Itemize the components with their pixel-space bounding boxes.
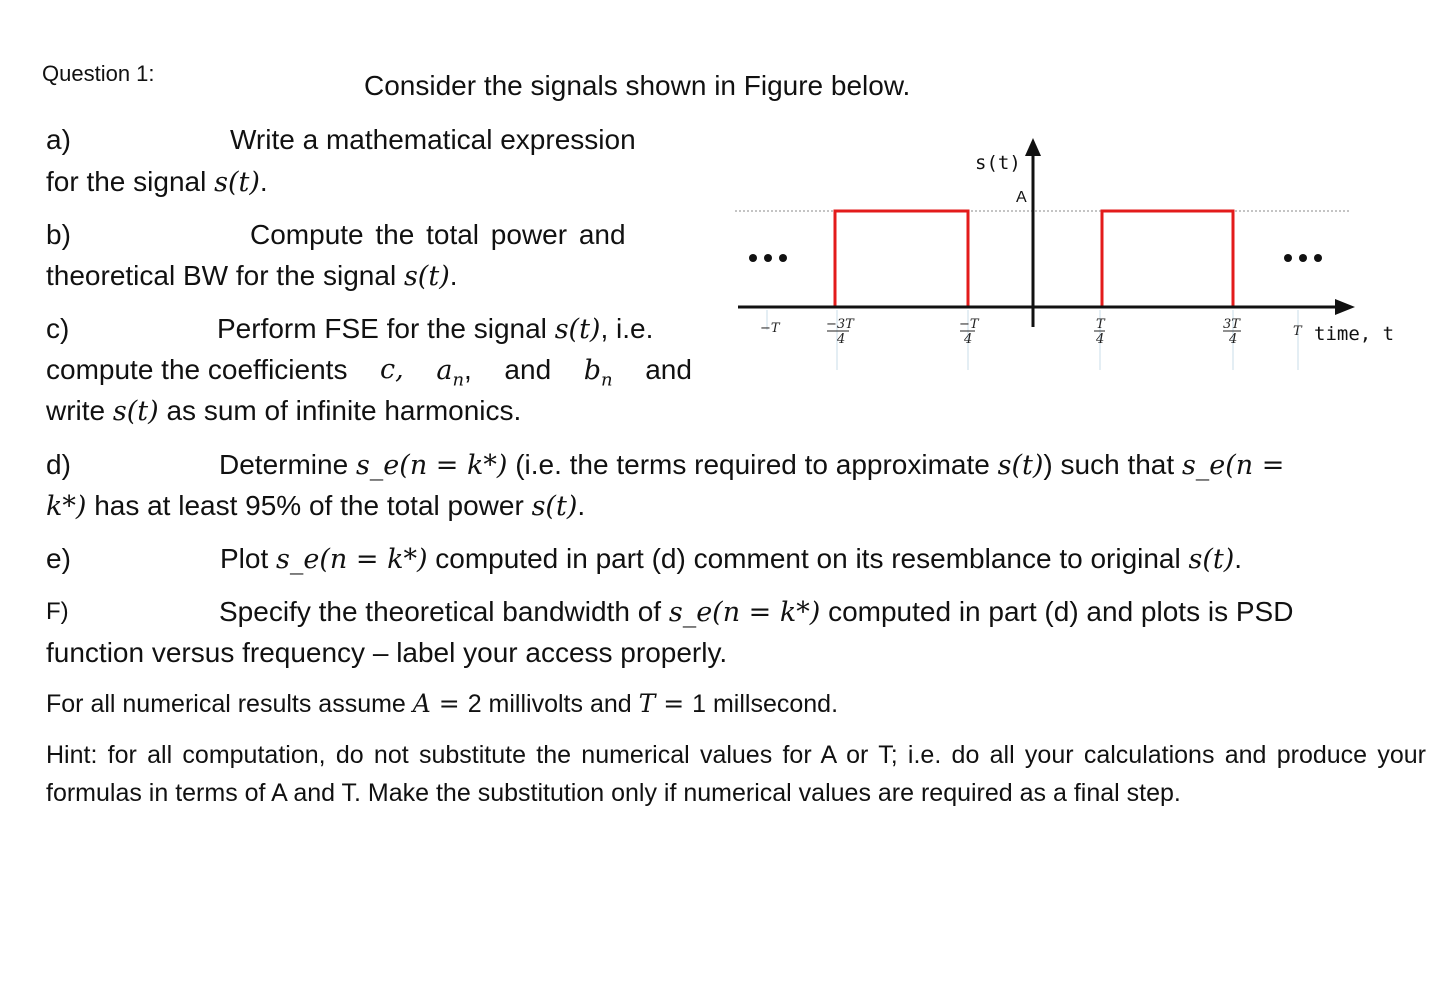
T-symbol: T = xyxy=(638,689,693,718)
part-a-letter: a) xyxy=(46,124,71,155)
signal-symbol: s(t) xyxy=(531,491,578,522)
part-f-letter: F) xyxy=(46,598,69,625)
part-d-letter: d) xyxy=(46,449,71,480)
signal-waveform xyxy=(835,211,1300,307)
svg-text:4: 4 xyxy=(964,332,973,347)
and-word-2: and xyxy=(645,354,692,385)
svg-text:−3T: −3T xyxy=(826,317,854,332)
part-c-line2a: compute the coefficients xyxy=(46,354,348,385)
svg-text:4: 4 xyxy=(837,332,846,347)
part-d-line1 xyxy=(219,445,1284,486)
signal-symbol: s(t) xyxy=(112,396,159,427)
ellipsis-left xyxy=(749,254,787,262)
part-d-text1c: ) such that xyxy=(1043,449,1175,480)
part-c-letter: c) xyxy=(46,313,70,344)
part-c-text1b: , i.e. xyxy=(600,313,654,344)
part-b-letter: b) xyxy=(46,219,71,250)
part-a-text1: Write a mathematical expression xyxy=(230,124,636,155)
assumption-line: For all numerical results assume A = 2 millivolts and T = 1 millsecond. xyxy=(46,689,839,718)
svg-text:3T: 3T xyxy=(1223,317,1240,332)
time-axis-arrowhead xyxy=(1335,299,1355,315)
part-e-text2: computed in part (d) comment on its resemblance to original xyxy=(435,543,1181,574)
x-axis-label: time, t xyxy=(1314,323,1395,345)
tick-minus-T-over-4 xyxy=(959,317,980,347)
se-symbol-2: s_e(n = xyxy=(1181,450,1285,481)
part-c-line3b: as sum of infinite harmonics. xyxy=(166,395,522,426)
se-symbol: s_e(n = k*) xyxy=(668,597,821,628)
tick-minus-3T-over-4 xyxy=(826,317,855,347)
se-symbol: s_e(n = k*) xyxy=(355,450,508,481)
k-star: k*) xyxy=(46,491,87,522)
amplitude-label: A xyxy=(1016,189,1027,206)
svg-text:4: 4 xyxy=(1096,332,1105,347)
part-f-text2: computed in part (d) and plots is PSD xyxy=(828,596,1294,627)
coef-bn: $b_n$ xyxy=(583,355,613,391)
amplitude-axis-arrowhead xyxy=(1025,138,1041,156)
part-b-text2: theoretical BW for the signal xyxy=(46,260,397,291)
signal-symbol: s(t) xyxy=(403,261,450,292)
svg-text:4: 4 xyxy=(1229,332,1238,347)
period: . xyxy=(449,260,458,291)
A-symbol: A = xyxy=(412,689,468,718)
signal-symbol: s(t) xyxy=(554,314,601,345)
part-b-text1: Compute the total power and xyxy=(250,219,626,250)
hint-paragraph: Hint: for all computation, do not substitute the numerical values for A or T; i.e. do all your calculations and produce your formulas in terms of A and T. Make the substitution only if numerical values are required as a final step. xyxy=(46,741,1426,807)
part-f-line1 xyxy=(219,592,1293,633)
part-d-text1a: Determine xyxy=(219,449,349,480)
se-symbol: s_e(n = k*) xyxy=(276,544,428,575)
part-e-letter: e) xyxy=(46,543,71,574)
period: . xyxy=(1234,543,1243,574)
part-e-line1 xyxy=(220,539,1242,580)
part-e-text1: Plot xyxy=(220,543,269,574)
part-c-text1: Perform FSE for the signal xyxy=(217,313,547,344)
part-d-line2b: has at least 95% of the total power xyxy=(94,490,524,521)
signal-symbol: s(t) xyxy=(997,450,1044,481)
signal-figure xyxy=(730,130,1410,380)
and-word: and xyxy=(504,354,552,385)
part-c-line1 xyxy=(217,309,653,350)
y-axis-label: s(t) xyxy=(975,152,1021,174)
signal-symbol: s(t) xyxy=(1188,544,1235,575)
question-label: Question 1: xyxy=(42,61,155,86)
part-a-text2: for the signal xyxy=(46,166,207,197)
period: . xyxy=(259,166,268,197)
part-c-line3 xyxy=(46,391,521,432)
tick-T: T xyxy=(1293,324,1302,339)
part-f-text1: Specify the theoretical bandwidth of xyxy=(219,596,662,627)
part-f-line2: function versus frequency – label your access properly. xyxy=(46,637,728,668)
tick-3T-over-4 xyxy=(1223,317,1241,347)
part-c-line3a: write xyxy=(46,395,106,426)
part-d-text1b: (i.e. the terms required to approximate xyxy=(515,449,990,480)
part-a-line2 xyxy=(46,162,268,203)
svg-text:T: T xyxy=(1096,317,1105,332)
coef-an: $a_n$, xyxy=(436,354,472,391)
coef-c: c, xyxy=(380,354,404,385)
part-b-line2 xyxy=(46,256,458,297)
part-d-line2 xyxy=(46,486,585,527)
tick-T-over-4 xyxy=(1094,317,1106,347)
intro-text: Consider the signals shown in Figure below. xyxy=(364,70,911,101)
tick-minus-T: −T xyxy=(760,321,780,336)
signal-symbol: s(t) xyxy=(214,167,260,198)
svg-text:−T: −T xyxy=(959,317,979,332)
ellipsis-right xyxy=(1284,254,1322,262)
period: . xyxy=(577,490,586,521)
